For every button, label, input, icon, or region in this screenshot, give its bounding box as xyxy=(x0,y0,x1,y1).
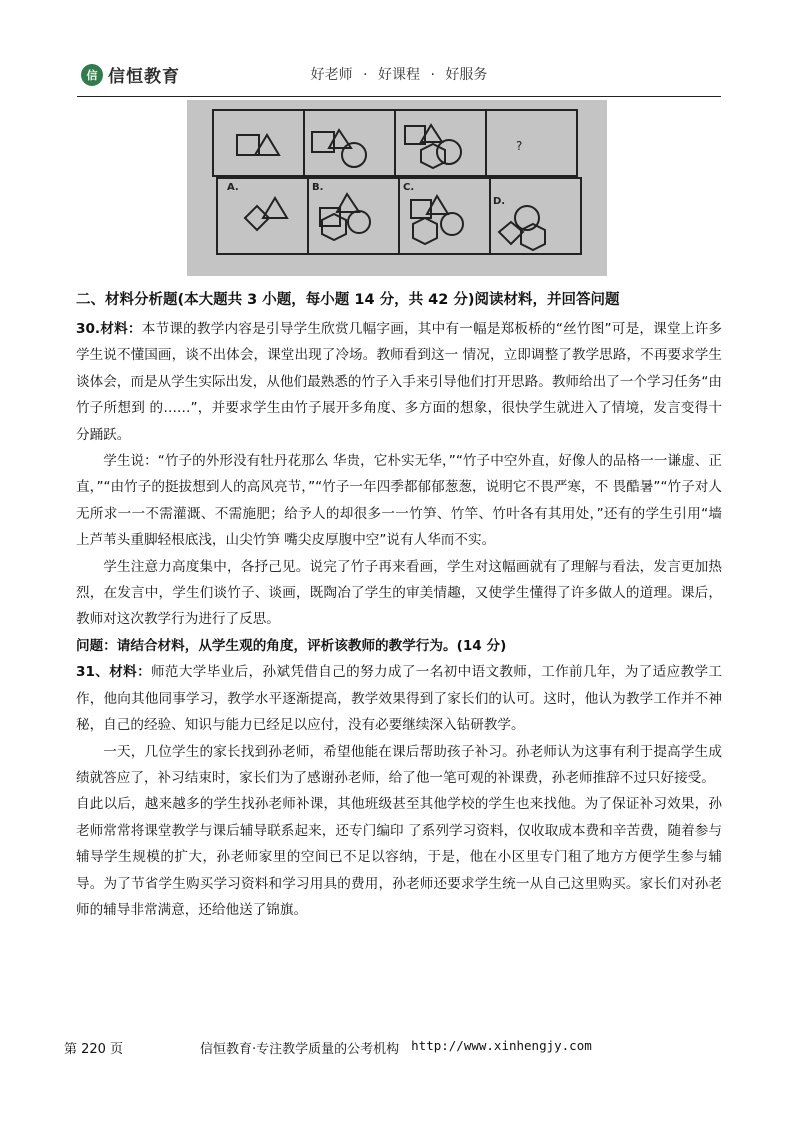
q30-paragraph-3: 学生注意力高度集中，各抒己见。说完了竹子再来看画，学生对这幅画就有了理解与看法，发言更加热烈，在发言中，学生们谈竹子、谈画，既陶冶了学生的审美情趣，又使学生懂得了许多做人的道理。课后，教师对这次教学行为进行了反思。 xyxy=(76,558,722,628)
pattern-puzzle-figure xyxy=(187,100,607,276)
q30-label: 30.材料： xyxy=(76,321,142,337)
header-slogan: 好老师 · 好课程 · 好服务 xyxy=(310,67,488,83)
main-content xyxy=(76,286,722,923)
option-b-label: B. xyxy=(312,182,324,193)
q31-paragraph-1 xyxy=(76,659,722,738)
q30-question: 问题：请结合材料，从学生观的角度，评析该教师的教学行为。(14 分) xyxy=(76,637,507,654)
option-c-label: C. xyxy=(403,182,415,193)
logo-text: 信恒教育 xyxy=(108,67,180,87)
page-footer xyxy=(64,1038,724,1057)
footer-org: 信恒教育·专注教学质量的公考机构 xyxy=(200,1042,400,1057)
logo-icon: 信 xyxy=(81,64,103,86)
option-d-label: D. xyxy=(493,196,506,207)
q31-paragraph-3: 自此以后，越来越多的学生找孙老师补课，其他班级甚至其他学校的学生也来找他。为了保证补习效果，孙老师常常将课堂教学与课后辅导联系起来，还专门编印 了系列学习资料，仅收取成本费和辛苦费，随着参与辅导学生规模的扩大，孙老师家里的空间已不足以容纳，于是，他在小区里专门租了地方方便学生参与辅导。为了节省学生购买学习资料和学习用具的费用，孙老师还要求学生统一从自己这里购买。家长们对孙老师的辅导非常满意，还给他送了锦旗。 xyxy=(76,796,722,918)
q30-paragraph-1 xyxy=(76,316,722,448)
option-a-label: A. xyxy=(227,182,239,193)
q31-label: 31、材料： xyxy=(76,664,151,681)
q31-text-1: 师范大学毕业后，孙斌凭借自己的努力成了一名初中语文教师，工作前几年，为了适应教学工作，他向其他同事学习，教学水平逐渐提高，教学效果得到了家长们的认可。这时，他认为教学工作并不神秘，自己的经验、知识与能力已经足以应付，没有必要继续深入钻研教学。 xyxy=(76,664,722,734)
page-number: 第 220 页 xyxy=(64,1042,124,1057)
page-header xyxy=(77,58,721,97)
q31-paragraph-2: 一天，几位学生的家长找到孙老师，希望他能在课后帮助孩子补习。孙老师认为这事有利于提高学生成绩就答应了，补习结束时，家长们为了感谢孙老师，给了他一笔可观的补课费，孙老师推辞不过只好接受。 xyxy=(76,743,722,786)
footer-url[interactable]: http://www.xinhengjy.com xyxy=(411,1038,592,1053)
question-mark: ? xyxy=(516,139,523,153)
q30-paragraph-2: 学生说：“竹子的外形没有牡丹花那么 华贵，它朴实无华，”“竹子中空外直，好像人的品格一一谦虚、正直，”“由竹子的挺拔想到人的高风亮节，”“竹子一年四季都郁郁葱葱，说明它不畏严寒，不 畏酷暑”“竹子对人无所求一一不需灌溉、不需施肥；给予人的却很多一一竹笋、竹竿、竹叶各有其用处，”还有的学生引用“墙上芦苇头重脚轻根底浅，山尖竹笋 嘴尖皮厚腹中空”说有人华而不实。 xyxy=(76,453,722,549)
section-title: 二、材料分析题(本大题共 3 小题，每小题 14 分，共 42 分)阅读材料，并回答问题 xyxy=(76,292,620,308)
q30-text-1: 本节课的教学内容是引导学生欣赏几幅字画，其中有一幅是郑板桥的“丝竹图”可是，课堂上许多学生说不懂国画，谈不出体会，课堂出现了冷场。教师看到这一 情况，立即调整了教学思路，不再要求学生谈体会，而是从学生实际出发，从他们最熟悉的竹子入手来引导他们打开思路。教师给出了一个学习任务“由竹子所想到 的……”，并要求学生由竹子展开多角度、多方面的想象，很快学生就进入了情境，发言变得十分踊跃。 xyxy=(76,321,722,443)
